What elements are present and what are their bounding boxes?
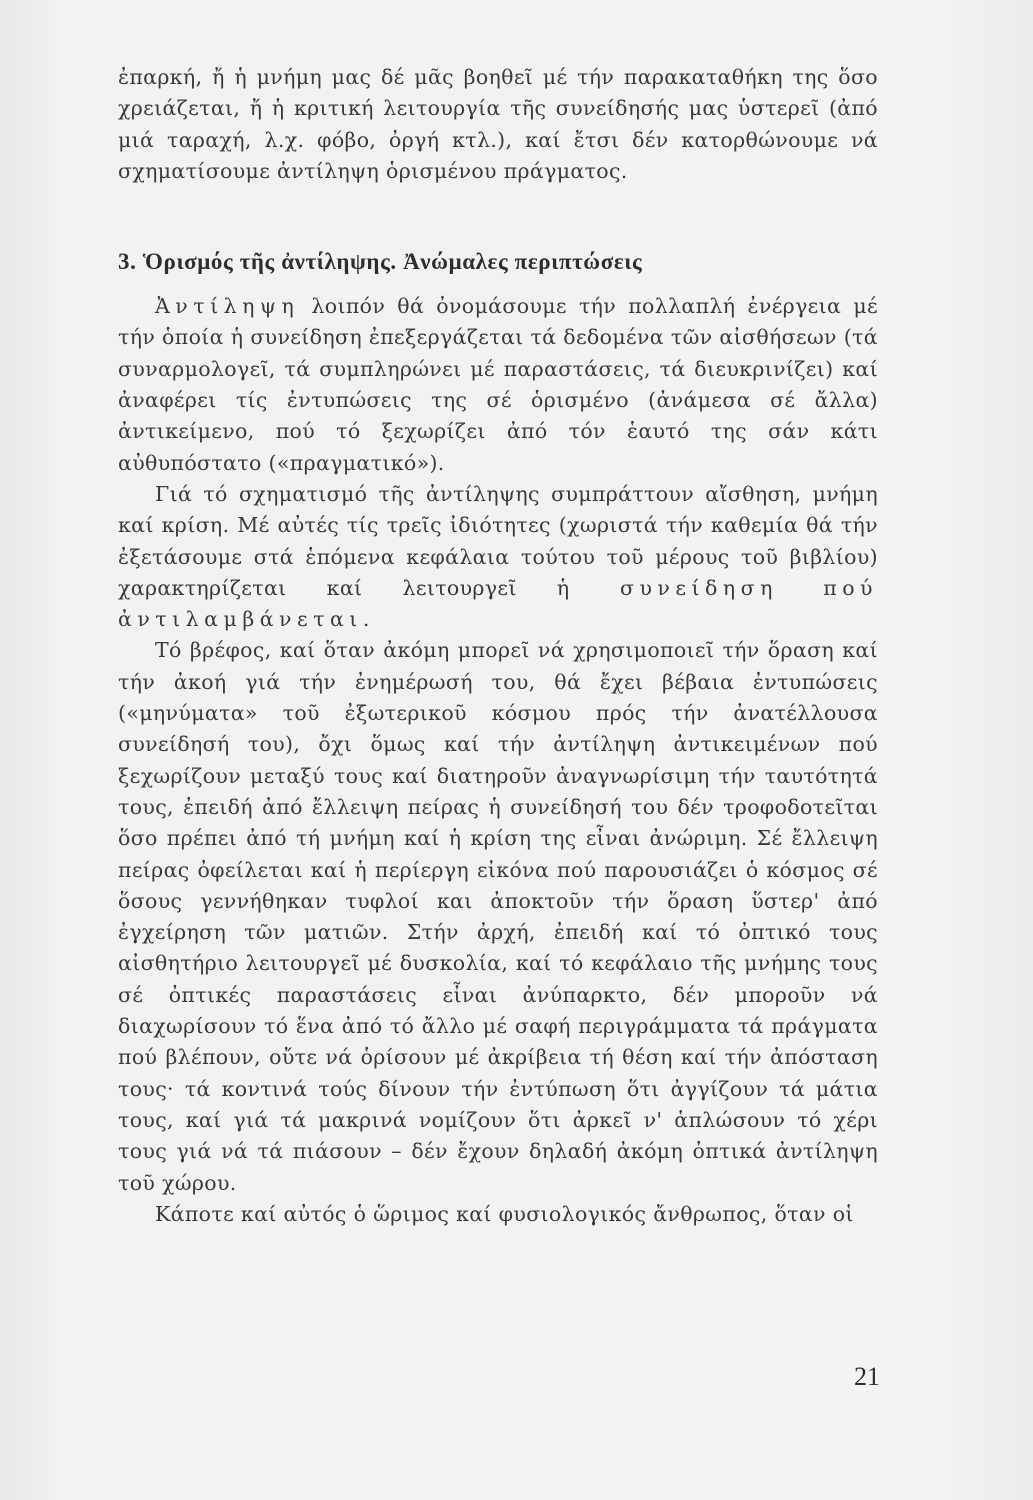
page-number: 21: [854, 1362, 880, 1391]
spaced-phrase: ἡ συνείδηση πού ἀντιλαμβάνεται.: [118, 575, 879, 632]
paragraph-infant: Τό βρέφος, καί ὅταν ἀκόμη μπορεῖ νά χρησιμοποιεῖ τήν ὅραση καί τήν ἀκοή γιά τήν ἐνημέρωσή του, θά ἔχει βέβαια ἐντυπώσεις («μηνύματα» τοῦ ἐξωτερικοῦ κόσμου πρός τήν ἀνατέλλουσα συνείδησή του), ὄχι ὅμως καί τήν ἀντίληψη ἀντικειμένων πού ξεχωρίζουν μεταξύ τους καί διατηροῦν ἀναγνωρίσιμη τήν ταυτότητά τους, ἐπειδή ἀπό ἔλλειψη πείρας ἡ συνείδησή του δέν τροφοδοτεῖται ὅσο πρέπει ἀπό τή μνήμη καί ἡ κρίση της εἶναι ἀνώριμη. Σέ ἔλλειψη πείρας ὀφείλεται καί ἡ περίεργη εἰκόνα πού παρουσιάζει ὁ κόσμος σέ ὅσους γεννήθηκαν τυφλοί και ἀποκτοῦν τήν ὅραση ὕστερ' ἀπό ἐγχείρηση τῶν ματιῶν. Στήν ἀρχή, ἐπειδή καί τό ὀπτικό τους αἰσθητήριο λειτουργεῖ μέ δυσκολία, καί τό κεφάλαιο τῆς μνήμης τους σέ ὀπτικές παραστάσεις εἶναι ἀνύπαρκτο, δέν μποροῦν νά διαχωρίσουν τό ἕνα ἀπό τό ἄλλο μέ σαφή περιγράμματα τά πράγματα πού βλέπουν, οὔτε νά ὁρίσουν μέ ἀκρίβεια τή θέση καί τήν ἀπόσταση τους· τά κοντινά τούς δίνουν τήν ἐντύπωση ὅτι ἀγγίζουν τά μάτια τους, καί γιά τά μακρινά νομίζουν ὅτι ἀρκεῖ ν' ἁπλώσουν τό χέρι τους γιά νά τά πιάσουν – δέν ἔχουν δηλαδή ἀκόμη ὀπτικά ἀντίληψη τοῦ χώρου.: [118, 638, 878, 1195]
paragraph-components-text: Γιά τό σχηματισμό τῆς ἀντίληψης συμπράττουν αἴσθηση, μνήμη καί κρίση. Μέ αὐτές τίς τρεῖς ἰδιότητες (χωριστά τήν καθεμία θά τήν ἐξετάσουμε στά ἑπόμενα κεφάλαια τούτου τοῦ μέρους τοῦ βιβλίου) χαρακτηρίζεται καί λειτουργεῖ: [118, 481, 878, 600]
spaced-term: Ἀντίληψη: [155, 294, 300, 319]
section-heading: 3. Ὁρισμός τῆς ἀντίληψης. Ἀνώμαλες περιπτώσεις: [118, 249, 643, 275]
paragraph-definition: [118, 291, 878, 479]
paragraph-definition-text: λοιπόν θά ὀνομάσουμε τήν πολλαπλή ἐνέργεια μέ τήν ὁποία ἡ συνείδηση ἐπεξεργάζεται τά δεδομένα τῶν αἰσθήσεων (τά συναρμολογεῖ, τά συμπληρώνει μέ παραστάσεις, τά διευκρινίζει) καί ἀναφέρει τίς ἐντυπώσεις της σέ ὁρισμένο (ἀνάμεσα σέ ἄλλα) ἀντικείμενο, πού τό ξεχωρίζει ἀπό τόν ἑαυτό της σάν κάτι αὐθυπόστατο («πραγματικό»).: [118, 294, 878, 475]
paragraph-closing: Κάποτε καί αὐτός ὁ ὥριμος καί φυσιολογικός ἄνθρωπος, ὅταν οἱ: [155, 1201, 854, 1226]
intro-paragraph: ἐπαρκή, ἤ ἡ μνήμη μας δέ μᾶς βοηθεῖ μέ τήν παρακαταθήκη της ὅσο χρειάζεται, ἤ ἡ κριτική λειτουργία τῆς συνείδησής μας ὑστερεῖ (ἀπό μιά ταραχή, λ.χ. φόβο, ὀργή κτλ.), καί ἔτσι δέν κατορθώνουμε νά σχηματίσουμε ἀντίληψη ὁρισμένου πράγματος.: [118, 65, 878, 183]
text-column: [118, 62, 878, 1230]
paragraph-components: [118, 479, 878, 635]
